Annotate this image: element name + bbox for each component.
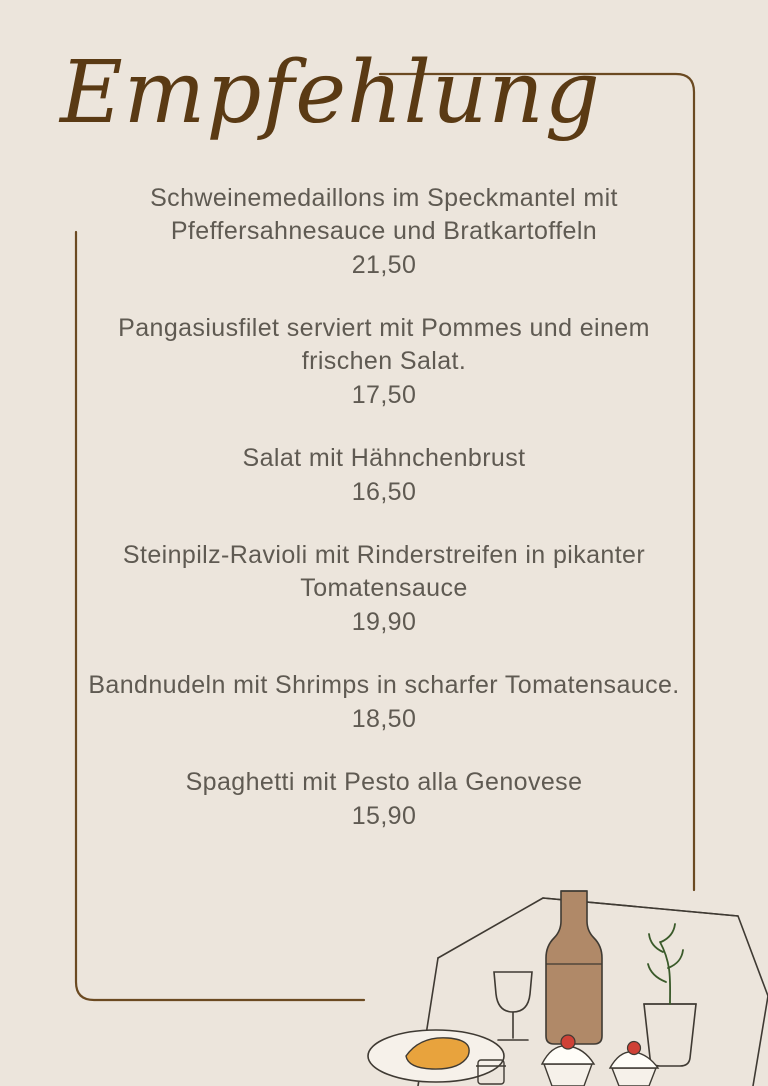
dish-name: Bandnudeln mit Shrimps in scharfer Tomatensauce. (88, 671, 680, 699)
list-item (84, 182, 684, 282)
vase-with-sprig-icon (644, 1004, 696, 1066)
dish-name: Steinpilz-Ravioli mit Rinderstreifen in pikanter Tomatensauce (122, 541, 646, 602)
dish-name: Pangasiusfilet serviert mit Pommes und einem frischen Salat. (118, 314, 650, 375)
dish-name: Schweinemedaillons im Speckmantel mit Pfeffersahnesauce und Bratkartoffeln (150, 184, 618, 245)
dish-price: 15,90 (351, 802, 417, 830)
page-title: Empfehlung (60, 43, 601, 143)
list-item (84, 539, 684, 639)
dish-price: 17,50 (351, 381, 417, 409)
dish-name: Spaghetti mit Pesto alla Genovese (185, 768, 583, 796)
table-illustration (308, 886, 768, 1086)
plate-with-bread-icon (368, 1030, 504, 1082)
cupcake-icon (610, 1042, 658, 1086)
wine-glass-icon (494, 972, 532, 1040)
wine-bottle-icon (546, 891, 602, 1044)
plant-sprig-icon (648, 924, 683, 1004)
dish-price: 21,50 (351, 251, 417, 279)
menu-list (84, 182, 684, 833)
list-item (84, 766, 684, 833)
list-item (84, 669, 684, 736)
dish-price: 18,50 (351, 705, 417, 733)
dish-name: Salat mit Hähnchenbrust (242, 444, 526, 472)
dish-price: 16,50 (351, 478, 417, 506)
dish-price: 19,90 (351, 608, 417, 636)
list-item (84, 312, 684, 412)
list-item (84, 442, 684, 509)
